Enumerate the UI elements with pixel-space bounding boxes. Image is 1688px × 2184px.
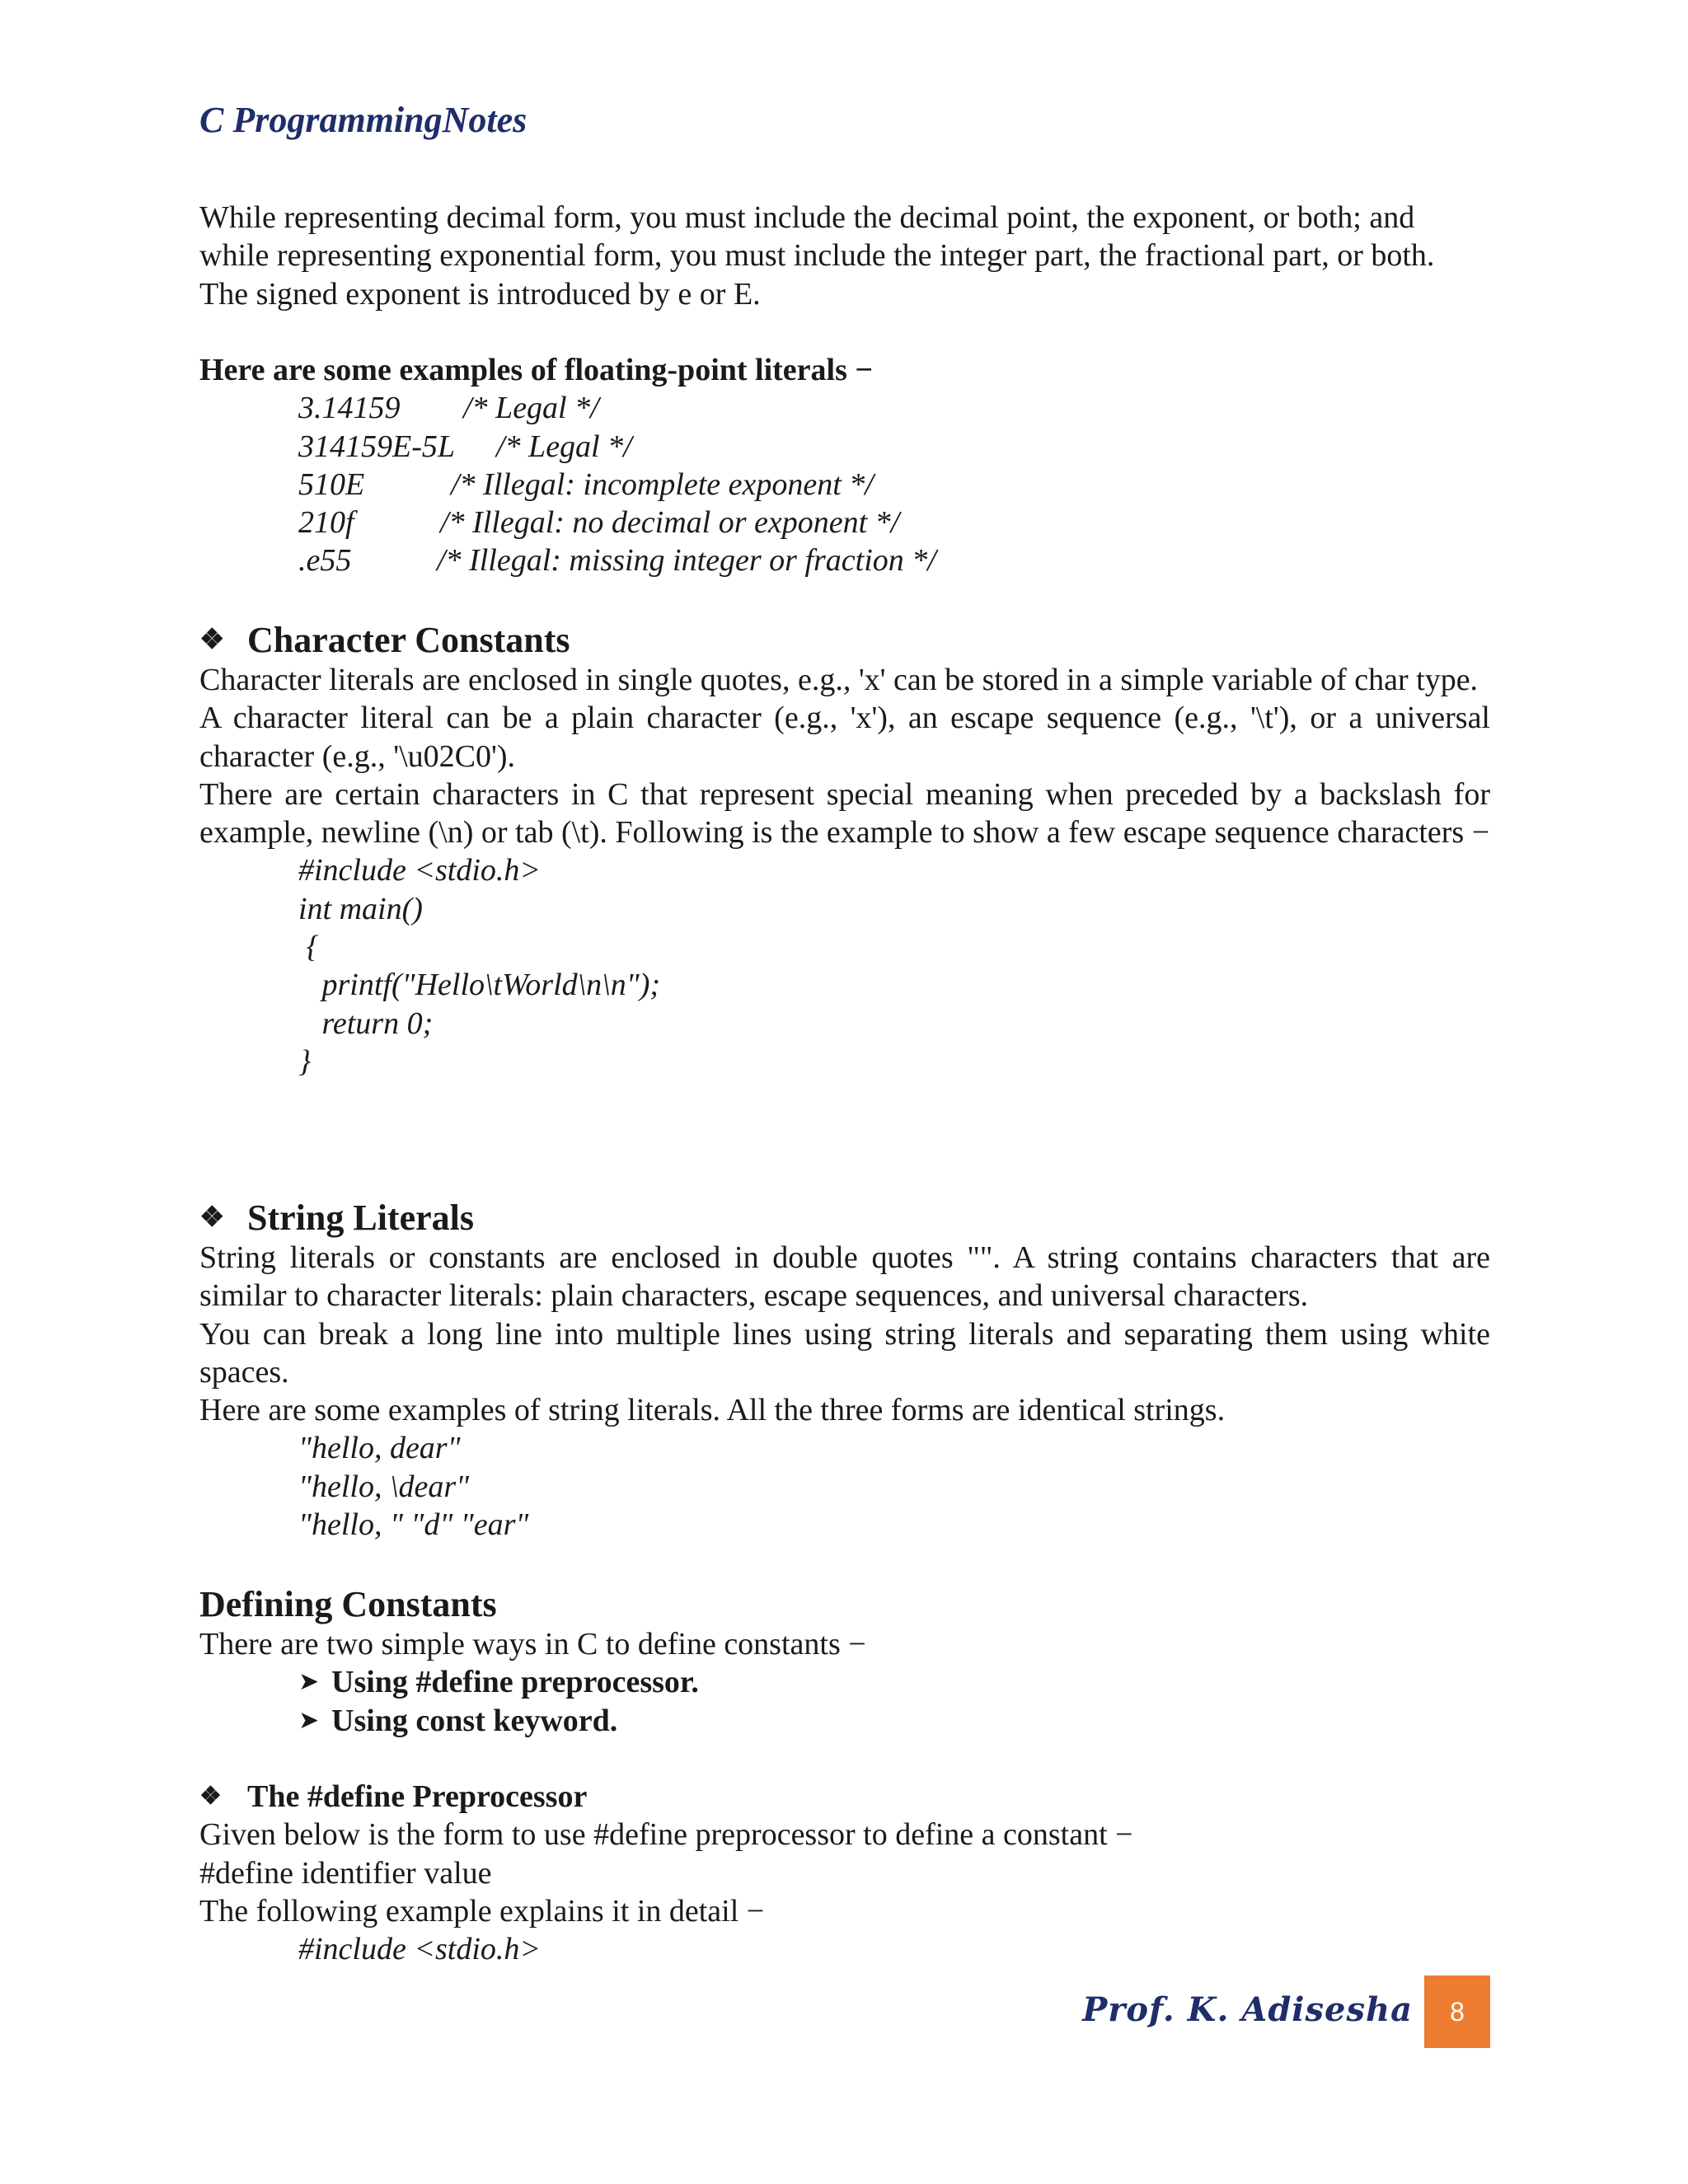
- code-line: }: [298, 1043, 312, 1079]
- code-line: #include <stdio.h>: [298, 853, 542, 888]
- diamond-bullet-icon: ❖: [199, 1202, 225, 1233]
- float-examples-heading: Here are some examples of floating-point literals −: [199, 353, 874, 387]
- code-line: #include <stdio.h>: [298, 1932, 542, 1967]
- define-text-line: The following example explains it in detail −: [199, 1893, 765, 1929]
- bullet-text: Using const keyword.: [331, 1703, 618, 1738]
- intro-line: While representing decimal form, you must include the decimal point, the exponent, or both; and: [199, 200, 1415, 235]
- float-example-row: [298, 466, 1490, 504]
- define-preprocessor-section: [199, 1778, 1490, 1968]
- intro-line: while representing exponential form, you must include the integer part, the fractional part, or both.: [199, 238, 1435, 274]
- float-comment: /* Illegal: no decimal or exponent */: [440, 505, 900, 541]
- defining-constants-heading: Defining Constants: [199, 1584, 497, 1624]
- define-preprocessor-heading: [199, 1778, 1490, 1816]
- float-literal: .e55: [298, 543, 352, 579]
- defining-constants-intro: There are two simple ways in C to define constants −: [199, 1627, 866, 1661]
- string-literals-heading: [199, 1197, 1490, 1239]
- float-literal: 210f: [298, 505, 354, 541]
- footer-author: Prof. K. Adisesha: [1082, 1990, 1413, 2029]
- float-example-row: [298, 504, 1490, 541]
- float-comment: /* Illegal: incomplete exponent */: [451, 466, 874, 502]
- code-line: int main(): [298, 891, 423, 926]
- float-comment: /* Illegal: missing integer or fraction */: [437, 543, 936, 579]
- define-option-item: [199, 1702, 1490, 1740]
- define-text-line: Given below is the form to use #define preprocessor to define a constant −: [199, 1817, 1133, 1853]
- character-constants-heading: [199, 620, 1490, 661]
- intro-line: The signed exponent is introduced by e or E.: [199, 276, 761, 312]
- define-text-line: #define identifier value: [199, 1855, 492, 1891]
- float-examples-list: [199, 389, 1490, 579]
- arrow-bullet-icon: ➤: [298, 1706, 320, 1734]
- string-paragraph: You can break a long line into multiple lines using string literals and separating them using white spaces.: [199, 1316, 1490, 1390]
- heading-text: String Literals: [247, 1197, 474, 1238]
- float-literal: 510E: [298, 466, 365, 502]
- character-constants-section: [199, 620, 1490, 1080]
- code-line: return 0;: [298, 1005, 434, 1041]
- float-comment: /* Legal */: [496, 429, 632, 464]
- code-example: [199, 851, 1490, 1080]
- defining-constants-section: [199, 1584, 1490, 1740]
- string-examples: [199, 1429, 1490, 1544]
- float-literal: 3.14159: [298, 391, 401, 426]
- string-example: "hello, \dear": [298, 1469, 470, 1504]
- float-comment: /* Legal */: [463, 391, 599, 426]
- float-example-row: [298, 541, 1490, 579]
- diamond-bullet-icon: ❖: [199, 1783, 222, 1811]
- float-literal: 314159E-5L: [298, 429, 455, 464]
- code-example: [199, 1930, 1490, 1968]
- code-line: printf("Hello\tWorld\n\n");: [298, 968, 661, 1003]
- char-paragraph: A character literal can be a plain character (e.g., 'x'), an escape sequence (e.g., '\t'), or a universal character (e.g., '\u02C0').: [199, 701, 1490, 774]
- float-examples-section: [199, 351, 1490, 580]
- define-option-item: [199, 1663, 1490, 1701]
- bullet-text: Using #define preprocessor.: [331, 1665, 699, 1700]
- float-example-row: [298, 389, 1490, 427]
- string-example: "hello, " "d" "ear": [298, 1507, 529, 1543]
- string-paragraph: Here are some examples of string literals. All the three forms are identical strings.: [199, 1393, 1226, 1428]
- char-paragraph: There are certain characters in C that represent special meaning when preceded by a backslash for example, newline (\n) or tab (\t). Following is the example to show a few escape sequence characters −: [199, 776, 1490, 851]
- code-line: {: [298, 930, 319, 965]
- arrow-bullet-icon: ➤: [298, 1668, 320, 1696]
- char-paragraph: Character literals are enclosed in single quotes, e.g., 'x' can be stored in a simple variable of char type.: [199, 663, 1479, 697]
- page-header-title: C ProgrammingNotes: [199, 100, 528, 140]
- diamond-bullet-icon: ❖: [199, 625, 225, 655]
- string-example: "hello, dear": [298, 1431, 461, 1466]
- intro-paragraph: [199, 199, 1490, 313]
- float-example-row: [298, 428, 1490, 466]
- page-number-badge: 8: [1424, 1975, 1490, 2048]
- heading-text: Character Constants: [247, 620, 570, 660]
- string-paragraph: String literals or constants are enclosed in double quotes "". A string contains characters that are similar to character literals: plain characters, escape sequences, and universal characters.: [199, 1240, 1490, 1314]
- heading-text: The #define Preprocessor: [247, 1779, 588, 1814]
- string-literals-section: [199, 1197, 1490, 1544]
